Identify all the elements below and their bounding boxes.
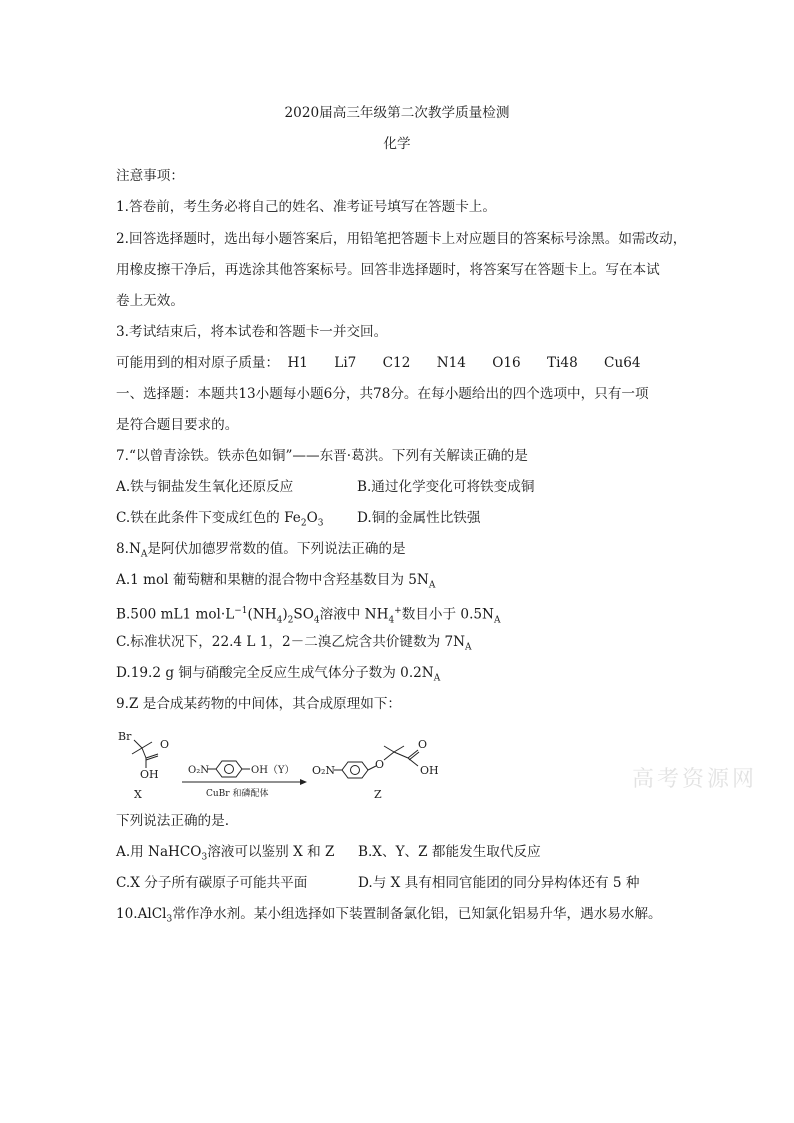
- reaction-scheme: [112, 718, 592, 810]
- q9-option-c: C.X 分子所有碳原子可能共平面: [116, 875, 308, 891]
- q9-option-d: D.与 X 具有相同官能团的同分异构体还有 5 种: [358, 875, 640, 891]
- q8-option-a: A.1 mol 葡萄糖和果糖的混合物中含羟基数目为 $5N_A$: [116, 572, 436, 591]
- exam-title: 2020届高三年级第二次教学质量检测: [284, 105, 510, 121]
- q8-option-c: C.标准状况下，22.4 L 1，2－二溴乙烷含共价键数为 $7N_A$: [116, 634, 472, 653]
- notes-heading: 注意事项：: [116, 168, 184, 184]
- q10-stem: 10.AlCl$_3$常作净水剂。某小组选择如下装置制备氯化铝，已知氯化铝易升华，遇水易水解。: [116, 906, 662, 925]
- q8-option-d: D.19.2 g 铜与硝酸完全反应生成气体分子数为 $0.2N_A$: [116, 665, 441, 684]
- q8-option-b: B.500 mL1 $mol\cdot L^{-1}(NH_4)_2SO_4$溶液中 $NH_4^+$数目小于 $0.5N_A$: [116, 606, 501, 626]
- z-o-label: O: [418, 738, 428, 751]
- x-o-label: O: [160, 738, 170, 751]
- catalyst-label: CuBr 和磷配体: [206, 789, 269, 799]
- note-2-line-2: 用橡皮擦干净后，再选涂其他答案标号。回答非选择题时，将答案写在答题卡上。写在本试: [116, 262, 660, 278]
- q9-option-b: B.X、Y、Z 都能发生取代反应: [358, 844, 541, 860]
- y-reagent-label: OH（Y）: [251, 765, 295, 776]
- z-ether-o-label: O: [375, 758, 385, 771]
- mass-n: N14: [436, 355, 466, 371]
- y-benzene-ring-icon: [216, 761, 242, 777]
- mass-li: Li7: [334, 355, 357, 371]
- q9-sub-stem: 下列说法正确的是.: [116, 813, 230, 829]
- section-heading-line-1: 一、选择题：本题共13小题每小题6分，共78分。在每小题给出的四个选项中，只有一项: [116, 386, 649, 402]
- section-heading-line-2: 是符合题目要求的。: [116, 417, 239, 433]
- note-3: 3.考试结束后，将本试卷和答题卡一并交回。: [116, 324, 388, 340]
- q9-stem: 9.Z 是合成某药物的中间体，其合成原理如下：: [116, 696, 402, 712]
- q7-stem: 7.“以曾青涂铁。铁赤色如铜”——东晋·葛洪。下列有关解读正确的是: [116, 448, 528, 464]
- watermark: 高考资源网: [632, 767, 758, 792]
- z-side-chain: [384, 746, 419, 766]
- mass-cu: Cu64: [604, 355, 641, 371]
- note-1: 1.答卷前，考生务必将自己的姓名、准考证号填写在答题卡上。: [116, 199, 496, 215]
- note-2-line-1: 2.回答选择题时，选出每小题答案后，用铅笔把答题卡上对应题目的答案标号涂黑。如需改动，: [116, 231, 687, 247]
- mass-h: H1: [287, 355, 308, 371]
- z-o2n-label: O₂N: [312, 764, 336, 777]
- atomic-masses: [116, 354, 641, 372]
- q7-option-d: D.铜的金属性比铁强: [357, 510, 481, 526]
- reaction-arrowhead: [300, 779, 307, 785]
- y-o2n-label: O₂N: [188, 765, 209, 776]
- q8-stem: $8.N_A$是阿伏加德罗常数的值。下列说法正确的是: [116, 541, 406, 560]
- q7-option-c: C.铁在此条件下变成红色的 $Fe_2O_3$: [116, 510, 324, 529]
- mass-c: C12: [382, 355, 411, 371]
- mass-o: O16: [492, 355, 521, 371]
- z-compound-label: Z: [374, 788, 382, 801]
- x-oh-label: OH: [140, 768, 159, 781]
- q7-option-a: A.铁与铜盐发生氧化还原反应: [116, 479, 294, 495]
- z-benzene-ring-icon: [342, 762, 368, 778]
- q7-option-b: B.通过化学变化可将铁变成铜: [357, 479, 535, 495]
- mass-ti: Ti48: [547, 355, 578, 371]
- compound-x: [132, 740, 158, 768]
- x-br-label: Br: [118, 730, 132, 743]
- subject-title: 化学: [383, 136, 411, 152]
- note-2-line-3: 卷上无效。: [116, 293, 184, 309]
- z-oh-label: OH: [420, 764, 439, 777]
- x-compound-label: X: [134, 788, 142, 801]
- q9-option-a: A.用 NaHCO$_3$溶液可以鉴别 X 和 Z: [116, 844, 335, 863]
- atomic-masses-label: 可能用到的相对原子质量：: [116, 355, 280, 371]
